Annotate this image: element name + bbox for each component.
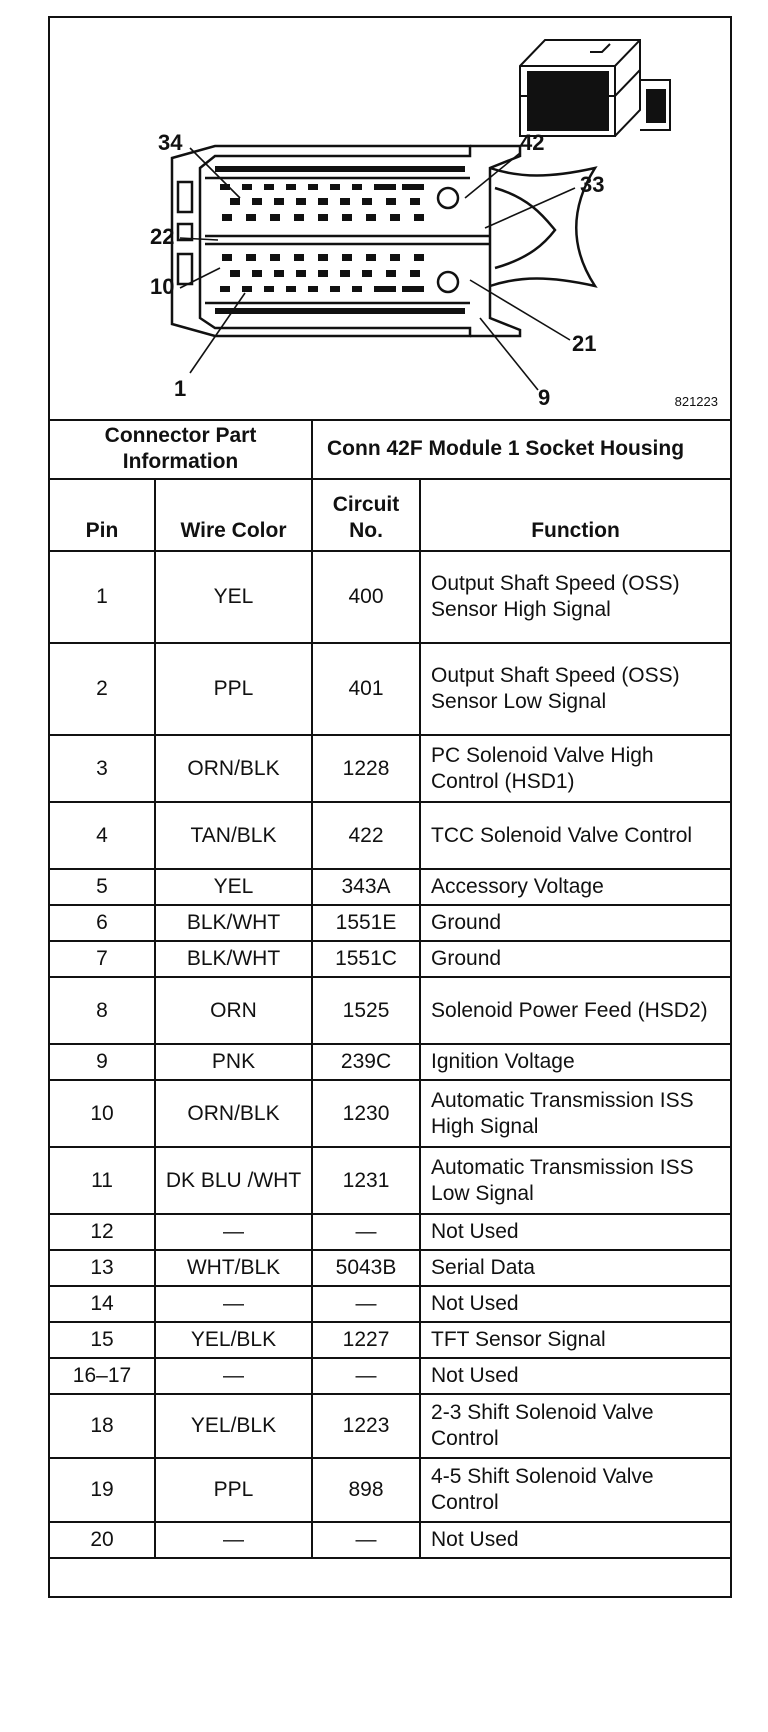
function-cell: Not Used	[420, 1214, 730, 1250]
function-cell: TCC Solenoid Valve Control	[420, 802, 730, 869]
table-row	[50, 977, 730, 1044]
wire-color-cell: YEL	[155, 551, 312, 643]
pin-cell: 9	[50, 1044, 155, 1080]
wire-color-cell: WHT/BLK	[155, 1250, 312, 1286]
table-row	[50, 802, 730, 869]
wire-color-cell: —	[155, 1522, 312, 1558]
callout-10: 10	[150, 274, 175, 299]
circuit-cell: 5043B	[312, 1250, 420, 1286]
callout-1: 1	[174, 376, 187, 401]
function-cell: TFT Sensor Signal	[420, 1322, 730, 1358]
table-row	[50, 1394, 730, 1458]
table-row	[50, 1322, 730, 1358]
pin-cell: 10	[50, 1080, 155, 1147]
pin-cell: 6	[50, 905, 155, 941]
circuit-cell: 1223	[312, 1394, 420, 1458]
function-cell: Not Used	[420, 1358, 730, 1394]
table-row	[50, 551, 730, 643]
function-cell: Output Shaft Speed (OSS) Sensor High Signal	[420, 551, 730, 643]
column-header-row	[50, 479, 730, 551]
pin-cell: 15	[50, 1322, 155, 1358]
pin-cell: 4	[50, 802, 155, 869]
pin-cell: 14	[50, 1286, 155, 1322]
circuit-cell: —	[312, 1358, 420, 1394]
wire-color-cell: DK BLU /WHT	[155, 1147, 312, 1214]
pin-cell: 19	[50, 1458, 155, 1522]
callout-22: 22	[150, 224, 175, 249]
table-row	[50, 1044, 730, 1080]
table-row	[50, 1286, 730, 1322]
figure-id: 821223	[674, 394, 718, 409]
circuit-cell: 343A	[312, 869, 420, 905]
wire-color-cell: YEL	[155, 869, 312, 905]
pin-cell: 8	[50, 977, 155, 1044]
pin-cell: 13	[50, 1250, 155, 1286]
wire-color-cell: TAN/BLK	[155, 802, 312, 869]
connector-3d-view	[520, 40, 670, 136]
table-row	[50, 1458, 730, 1522]
pinout-table	[50, 419, 730, 1559]
wire-color-cell: YEL/BLK	[155, 1394, 312, 1458]
pin-cell: 16–17	[50, 1358, 155, 1394]
callout-21: 21	[572, 331, 597, 356]
connector-housing-name: Conn 42F Module 1 Socket Housing	[312, 419, 730, 479]
callout-34: 34	[158, 130, 183, 155]
function-cell: Accessory Voltage	[420, 869, 730, 905]
wire-color-cell: ORN	[155, 977, 312, 1044]
circuit-cell: 400	[312, 551, 420, 643]
function-cell: Automatic Transmission ISS Low Signal	[420, 1147, 730, 1214]
function-cell: Output Shaft Speed (OSS) Sensor Low Signal	[420, 643, 730, 735]
function-cell: 2-3 Shift Solenoid Valve Control	[420, 1394, 730, 1458]
connector-diagram	[50, 18, 730, 421]
callout-9: 9	[538, 385, 551, 410]
wire-color-cell: BLK/WHT	[155, 905, 312, 941]
pin-cell: 2	[50, 643, 155, 735]
function-cell: Automatic Transmission ISS High Signal	[420, 1080, 730, 1147]
function-column-header: Function	[420, 479, 730, 551]
wire-color-cell: —	[155, 1286, 312, 1322]
circuit-cell: 1551C	[312, 941, 420, 977]
pin-cell: 18	[50, 1394, 155, 1458]
function-cell: Not Used	[420, 1286, 730, 1322]
circuit-cell: 1228	[312, 735, 420, 802]
wire-color-cell: BLK/WHT	[155, 941, 312, 977]
wire-color-cell: —	[155, 1358, 312, 1394]
circuit-cell: 1551E	[312, 905, 420, 941]
circuit-cell: —	[312, 1522, 420, 1558]
circuit-column-header: Circuit No.	[312, 479, 420, 551]
function-cell: Not Used	[420, 1522, 730, 1558]
pin-cell: 11	[50, 1147, 155, 1214]
table-row	[50, 643, 730, 735]
function-cell: Serial Data	[420, 1250, 730, 1286]
table-row	[50, 1147, 730, 1214]
function-cell: Ignition Voltage	[420, 1044, 730, 1080]
table-row	[50, 1214, 730, 1250]
pin-cell: 5	[50, 869, 155, 905]
table-row	[50, 1080, 730, 1147]
pin-cell: 1	[50, 551, 155, 643]
table-row	[50, 869, 730, 905]
pin-cell: 12	[50, 1214, 155, 1250]
function-cell: Ground	[420, 905, 730, 941]
table-row	[50, 905, 730, 941]
table-row	[50, 1250, 730, 1286]
circuit-cell: 1227	[312, 1322, 420, 1358]
function-cell: PC Solenoid Valve High Control (HSD1)	[420, 735, 730, 802]
wire-color-cell: PNK	[155, 1044, 312, 1080]
pin-cell: 3	[50, 735, 155, 802]
table-row	[50, 941, 730, 977]
function-cell: Ground	[420, 941, 730, 977]
function-cell: Solenoid Power Feed (HSD2)	[420, 977, 730, 1044]
callout-33: 33	[580, 172, 605, 197]
circuit-cell: 1525	[312, 977, 420, 1044]
circuit-cell: 898	[312, 1458, 420, 1522]
connector-document	[48, 16, 732, 1598]
wire-color-cell: PPL	[155, 643, 312, 735]
table-row	[50, 735, 730, 802]
connector-face-drawing	[50, 18, 730, 418]
table-row	[50, 1522, 730, 1558]
wire-color-cell: ORN/BLK	[155, 1080, 312, 1147]
table-row	[50, 1358, 730, 1394]
circuit-cell: 239C	[312, 1044, 420, 1080]
circuit-cell: 1230	[312, 1080, 420, 1147]
pin-cavities	[215, 166, 465, 314]
circuit-cell: —	[312, 1214, 420, 1250]
pin-column-header: Pin	[50, 479, 155, 551]
pin-cell: 20	[50, 1522, 155, 1558]
circuit-cell: 422	[312, 802, 420, 869]
pin-cell: 7	[50, 941, 155, 977]
connector-info-row	[50, 419, 730, 479]
wire-color-column-header: Wire Color	[155, 479, 312, 551]
wire-color-cell: PPL	[155, 1458, 312, 1522]
circuit-cell: —	[312, 1286, 420, 1322]
circuit-cell: 1231	[312, 1147, 420, 1214]
circuit-cell: 401	[312, 643, 420, 735]
connector-part-info-label: Connector Part Information	[50, 419, 312, 479]
wire-color-cell: ORN/BLK	[155, 735, 312, 802]
wire-color-cell: —	[155, 1214, 312, 1250]
pinout-rows	[50, 551, 730, 1558]
function-cell: 4-5 Shift Solenoid Valve Control	[420, 1458, 730, 1522]
wire-color-cell: YEL/BLK	[155, 1322, 312, 1358]
callout-42: 42	[520, 130, 545, 155]
